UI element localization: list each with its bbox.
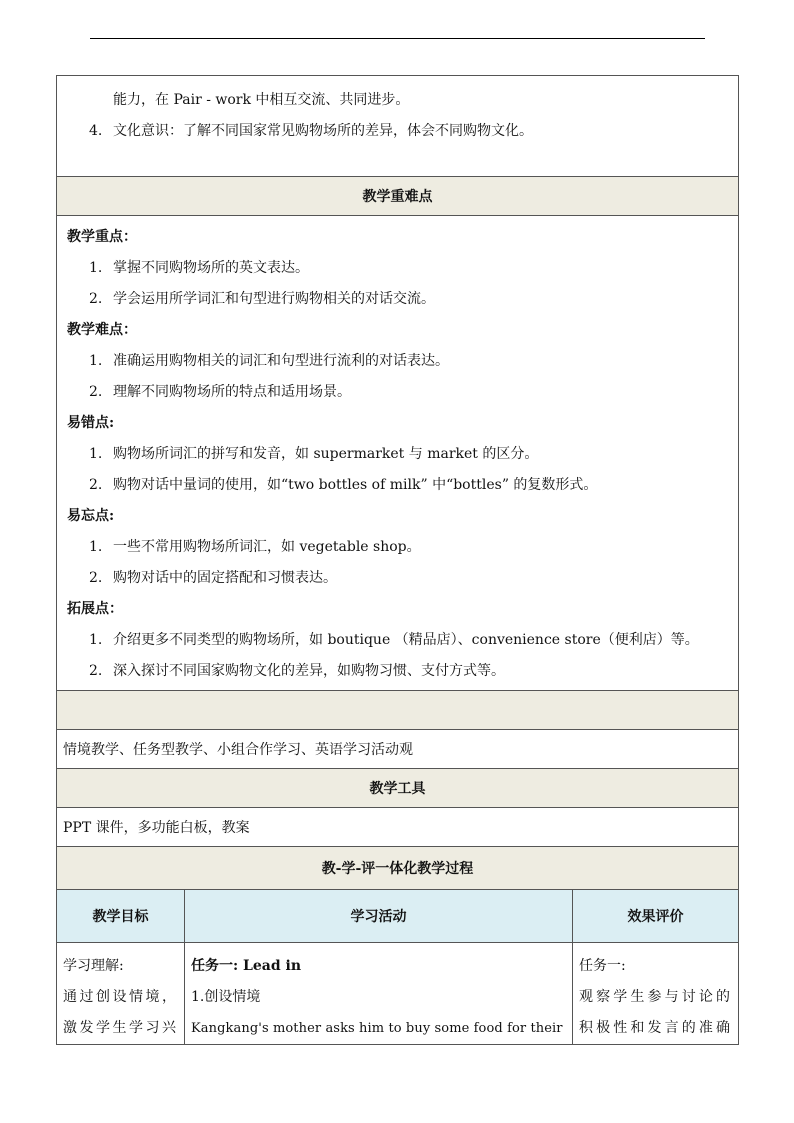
- key-point-item: 1. 掌握不同购物场所的英文表达。: [89, 260, 309, 276]
- objective-line-continued: 能力，在 Pair - work 中相互交流、共同进步。: [113, 92, 410, 108]
- hard-point-item: 2. 理解不同购物场所的特点和适用场景。: [89, 384, 351, 400]
- forget-point-item: 1. 一些不常用购物场所词汇，如 vegetable shop。: [89, 539, 421, 555]
- objective-line: 通过创设情境，: [63, 989, 176, 1005]
- difficulty-header: 教学重难点: [57, 177, 739, 216]
- method-cell: [57, 730, 739, 769]
- evaluation-line: 积极性和发言的准确: [579, 1020, 731, 1036]
- key-points-title: 教学重点：: [67, 229, 137, 245]
- forget-points-title: 易忘点:: [67, 508, 115, 524]
- activity-cell: [185, 943, 573, 1045]
- activity-line: 1.创设情境: [191, 989, 261, 1005]
- objective-cell: [57, 943, 185, 1045]
- evaluation-cell: [573, 943, 739, 1045]
- process-header: 教-学-评一体化教学过程: [57, 847, 739, 890]
- extension-points-title: 拓展点：: [67, 601, 123, 617]
- difficulty-content-cell: [57, 216, 739, 691]
- hard-points-title: 教学难点：: [67, 322, 137, 338]
- method-header: [57, 691, 739, 730]
- task-one-title: 任务一: Lead in: [191, 958, 302, 974]
- tools-text: PPT 课件，多功能白板，教案: [63, 820, 250, 836]
- activity-line: Kangkang's mother asks him to buy some food for their: [191, 1021, 563, 1036]
- error-point-item: 2. 购物对话中量词的使用，如“two bottles of milk” 中“bottles” 的复数形式。: [89, 477, 598, 493]
- extension-point-item: 1. 介绍更多不同类型的购物场所，如 boutique （精品店）、convenience store（便利店）等。: [89, 632, 699, 648]
- method-text: 情境教学、任务型教学、小组合作学习、英语学习活动观: [63, 742, 413, 758]
- column-header-activity: 学习活动: [185, 890, 573, 943]
- error-point-item: 1. 购物场所词汇的拼写和发音，如 supermarket 与 market 的区分。: [89, 446, 539, 462]
- objectives-continued-cell: [57, 76, 739, 177]
- tools-cell: [57, 808, 739, 847]
- extension-point-item: 2. 深入探讨不同国家购物文化的差异，如购物习惯、支付方式等。: [89, 663, 505, 679]
- key-point-item: 2. 学会运用所学词汇和句型进行购物相关的对话交流。: [89, 291, 435, 307]
- page-header-rule: [90, 38, 705, 39]
- lesson-plan-table: [56, 75, 739, 1045]
- lesson-plan-document: [56, 75, 738, 1045]
- objective-line: 学习理解:: [63, 958, 124, 974]
- hard-point-item: 1. 准确运用购物相关的词汇和句型进行流利的对话表达。: [89, 353, 449, 369]
- tools-header: 教学工具: [57, 769, 739, 808]
- error-points-title: 易错点:: [67, 415, 115, 431]
- objective-item-4: 4. 文化意识：了解不同国家常见购物场所的差异，体会不同购物文化。: [89, 123, 533, 139]
- objective-line: 激发学生学习兴: [63, 1020, 176, 1036]
- evaluation-line: 任务一:: [579, 958, 626, 974]
- evaluation-line: 观察学生参与讨论的: [579, 989, 731, 1005]
- column-header-evaluation: 效果评价: [573, 890, 739, 943]
- forget-point-item: 2. 购物对话中的固定搭配和习惯表达。: [89, 570, 337, 586]
- column-header-objective: 教学目标: [57, 890, 185, 943]
